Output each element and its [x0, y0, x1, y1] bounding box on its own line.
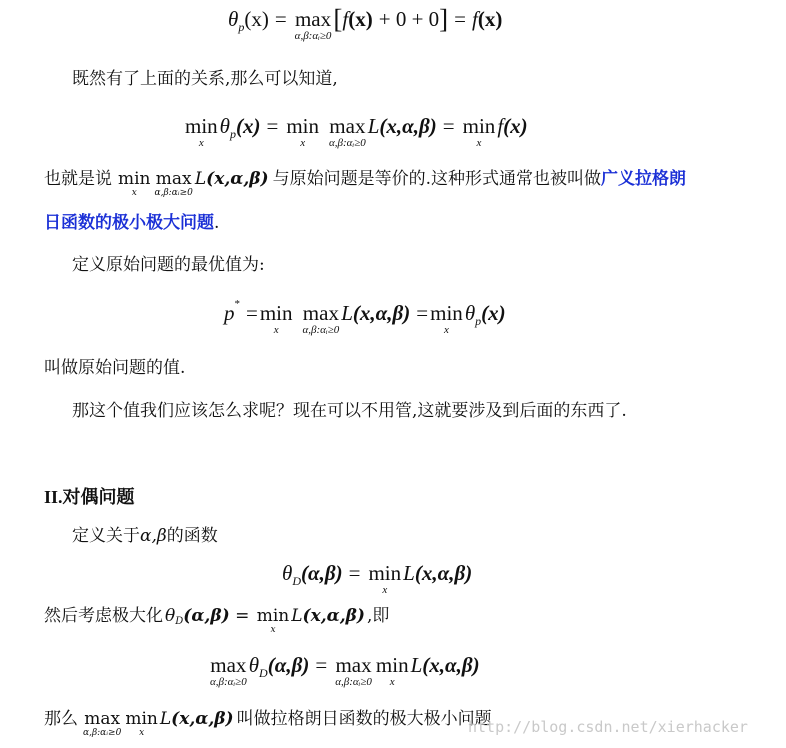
paragraph-maximize — [44, 605, 389, 635]
para7-suffix: ,即 — [366, 606, 390, 626]
paragraph-relation: 既然有了上面的关系,那么可以知道, — [72, 69, 338, 89]
max-operator-2: max α,β:αᵢ≥0 — [335, 653, 372, 688]
max-operator: max α,β:αᵢ≥0 — [329, 114, 366, 149]
f-symbol-2: f — [472, 7, 478, 31]
para6-suffix: 的函数 — [166, 526, 218, 546]
equals-sign: = — [348, 561, 361, 585]
arg-bold-x-2: (x) — [477, 7, 503, 31]
paragraph-equivalence — [44, 168, 686, 198]
min-operator: min x — [368, 561, 402, 596]
max-operator: max α,β:αᵢ≥0 — [210, 653, 247, 688]
equation-theta-d-definition — [282, 560, 472, 596]
inline-formula-maxmin: max α,β:αᵢ≥0 min x L (x,α,β) — [83, 709, 234, 738]
keyword-generalized-lagrangian: 广义拉格朗 — [601, 169, 686, 189]
subscript-d: D — [292, 574, 301, 588]
arg-x: (x) — [481, 301, 506, 325]
f-symbol: f — [342, 7, 349, 31]
theta-symbol: θ — [282, 561, 293, 585]
equals-sign: = — [246, 301, 258, 325]
paragraph-maxmin-problem — [44, 708, 492, 738]
watermark-url: http://blog.csdn.net/xierhacker — [468, 718, 748, 736]
min-operator: min x — [259, 301, 293, 336]
theta-symbol: θ — [464, 301, 476, 325]
equals-sign: = — [266, 114, 279, 138]
min-operator-2: min x — [430, 301, 463, 336]
max-operator: max α,β:αᵢ≥0 — [302, 301, 340, 336]
star-superscript: * — [234, 298, 240, 310]
paragraph-equivalence-line2 — [44, 212, 219, 234]
equation-primal-optimal-value — [224, 300, 506, 336]
subscript-d: D — [259, 666, 268, 680]
min-operator-2: min x — [286, 114, 320, 149]
min-operator: min x — [185, 114, 218, 149]
para6-prefix: 定义关于 — [72, 526, 140, 546]
section-heading-dual-problem: II.对偶问题 — [44, 487, 135, 507]
paragraph-how-to-solve: 那这个值我们应该怎么求呢？现在可以不用管,这就要涉及到后面的东西了. — [72, 401, 627, 421]
inline-formula-minmax: min x max α,β:αᵢ≥0 L (x,α,β) — [118, 169, 269, 198]
theta-symbol: θ — [219, 114, 230, 138]
equation-dual-problem — [208, 652, 480, 688]
paragraph-optimal-value: 定义原始问题的最优值为: — [72, 255, 265, 275]
lagrangian-args: (x,α,β) — [379, 114, 437, 138]
equals-sign-2: = — [454, 7, 467, 31]
lagrangian-symbol: L — [367, 114, 380, 138]
keyword-minimax-problem: 日函数的极小极大问题 — [44, 213, 214, 233]
para8-suffix: 叫做拉格朗日函数的极大极小问题 — [236, 709, 492, 729]
lagrangian-args: (x,α,β) — [352, 301, 411, 325]
left-bracket: [ — [333, 4, 343, 34]
theta-d-args: (α,β) — [301, 561, 343, 585]
para6-vars: α,β — [140, 526, 167, 546]
right-bracket: ] — [439, 4, 449, 34]
para2-middle: 与原始问题是等价的.这种形式通常也被叫做 — [272, 169, 601, 189]
plus-zeros: + 0 + 0 — [378, 7, 440, 31]
lagrangian-symbol: L — [403, 561, 415, 585]
lagrangian-symbol: L — [341, 301, 353, 325]
equals-sign-2: = — [416, 301, 429, 325]
max-operator: max α,β:αᵢ≥0 — [294, 7, 332, 42]
min-operator: min x — [375, 653, 409, 688]
subscript-p: p — [475, 314, 482, 328]
inline-formula-theta-d: θ D (α,β) = min x L (x,α,β) — [165, 606, 365, 635]
p-symbol: p — [224, 301, 235, 325]
equals-sign-2: = — [442, 114, 455, 138]
arg-x: (x) — [236, 114, 261, 138]
para2-suffix: . — [214, 213, 220, 233]
theta-symbol: θ — [248, 653, 260, 677]
para7-prefix: 然后考虑极大化 — [44, 606, 163, 626]
equals-sign: = — [274, 7, 287, 31]
paragraph-define-function — [72, 525, 218, 547]
lagrangian-symbol: L — [410, 653, 423, 677]
subscript-p: p — [230, 127, 236, 141]
equation-minmax-equivalence — [183, 113, 528, 149]
theta-d-args: (α,β) — [267, 653, 310, 677]
para8-prefix: 那么 — [44, 709, 78, 729]
min-operator-3: min x — [462, 114, 496, 149]
arg-x: (x) — [244, 7, 269, 31]
equation-theta-p-definition — [228, 6, 502, 42]
lagrangian-args: (x,α,β) — [414, 561, 473, 585]
equals-sign: = — [315, 653, 328, 677]
theta-symbol: θ — [228, 7, 239, 31]
f-symbol: f — [497, 114, 504, 138]
subscript-p: p — [238, 20, 245, 34]
paragraph-primal-value: 叫做原始问题的值. — [44, 358, 186, 378]
lagrangian-args: (x,α,β) — [422, 653, 480, 677]
arg-bold-x: (x) — [348, 7, 373, 31]
arg-x-2: (x) — [503, 114, 528, 138]
para2-prefix: 也就是说 — [44, 169, 112, 189]
